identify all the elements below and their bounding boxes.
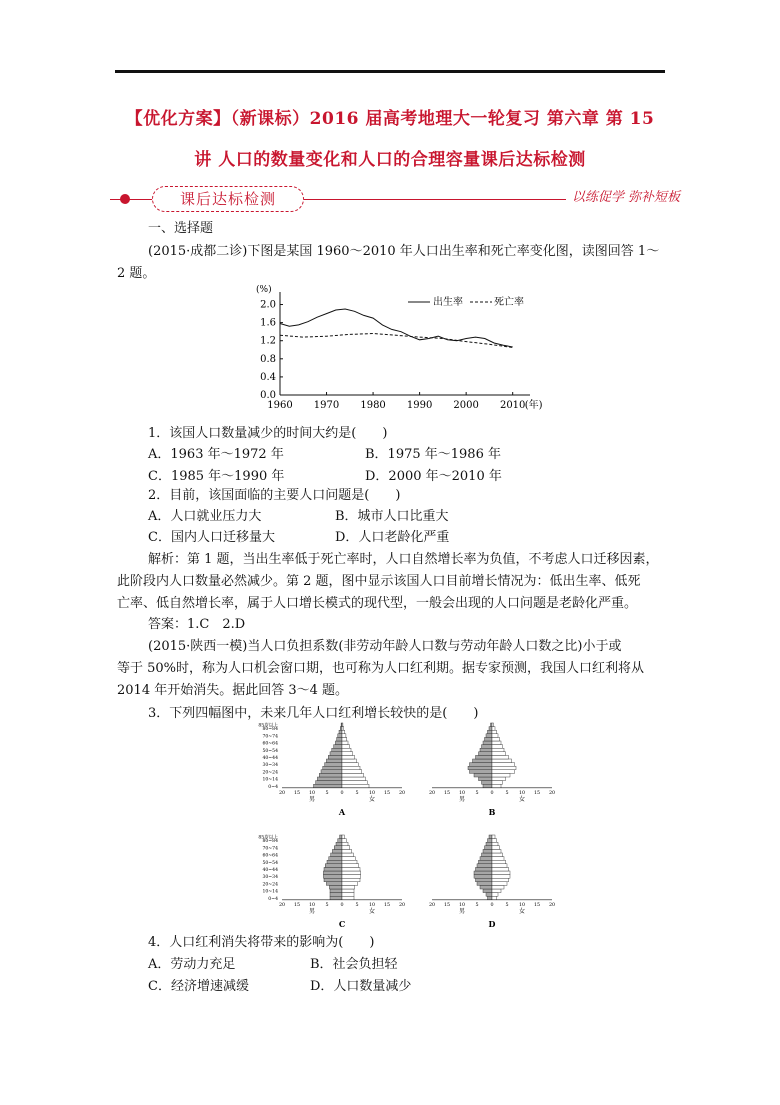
male-bar <box>485 737 493 741</box>
pyramid-tick-label: 10 <box>518 902 526 908</box>
male-bar <box>474 871 492 875</box>
pyramid-d <box>429 835 555 929</box>
x-tick-label: 1970 <box>313 400 340 411</box>
legend-birth-label: 出生率 <box>433 297 463 308</box>
female-bar <box>342 860 357 864</box>
female-bar <box>492 745 503 749</box>
female-bar <box>492 784 501 788</box>
female-bar <box>492 853 503 857</box>
male-bar <box>340 727 342 731</box>
female-bar <box>342 893 354 897</box>
intro2-line2: 等于 50%时，称为人口机会窗口期，也可称为人口红利期。据专家预测，我国人口红利将从 <box>117 661 645 676</box>
female-bar <box>492 893 498 897</box>
age-label: 85岁以上 <box>258 835 278 841</box>
pyramid-tick-label: 5 <box>505 790 509 796</box>
panel-label-d: D <box>488 918 496 929</box>
pyramid-tick-label: 10 <box>458 902 466 908</box>
female-bar <box>492 857 504 861</box>
female-bar <box>342 853 353 857</box>
pyramid-tick-label: 15 <box>383 790 391 796</box>
male-bar <box>326 882 342 886</box>
female-bar <box>342 770 362 774</box>
male-label: 男 <box>458 795 466 803</box>
male-bar <box>337 737 342 741</box>
female-bar <box>492 846 500 850</box>
series-line-birth <box>280 309 513 347</box>
male-bar <box>325 763 342 767</box>
female-bar <box>492 741 501 745</box>
age-label: 10~14 <box>262 777 278 783</box>
male-bar <box>477 882 492 886</box>
age-label: 0~4 <box>268 784 278 790</box>
female-bar <box>492 777 506 781</box>
q1-option-a[interactable]: A．1963 年～1972 年 <box>148 447 284 462</box>
x-tick-label: 1960 <box>267 400 293 411</box>
age-label: 30~34 <box>262 875 278 881</box>
female-bar <box>342 752 353 756</box>
female-bar <box>492 860 506 864</box>
male-bar <box>323 766 342 770</box>
male-bar <box>329 885 342 889</box>
female-bar <box>342 885 355 889</box>
male-bar <box>479 777 493 781</box>
female-bar <box>342 777 365 781</box>
q2-option-d[interactable]: D．人口老龄化严重 <box>335 530 450 545</box>
pyramid-tick-label: 20 <box>278 902 286 908</box>
q1-option-d[interactable]: D．2000 年～2010 年 <box>365 469 502 484</box>
section-heading: 一、选择题 <box>148 221 214 236</box>
female-bar <box>492 864 507 868</box>
female-bar <box>342 734 346 738</box>
male-bar <box>314 784 343 788</box>
pyramid-tick-label: 5 <box>505 902 509 908</box>
pyramid-tick-label: 15 <box>443 902 451 908</box>
female-bar <box>492 882 507 886</box>
male-bar <box>319 773 342 777</box>
pyramid-tick-label: 15 <box>533 790 541 796</box>
male-bar <box>331 853 342 857</box>
pyramid-tick-label: 15 <box>533 902 541 908</box>
male-bar <box>476 755 493 759</box>
female-bar <box>492 727 495 731</box>
pyramid-tick-label: 10 <box>308 902 316 908</box>
y-tick-label: 0.8 <box>260 353 276 365</box>
female-bar <box>342 867 360 871</box>
female-label: 女 <box>518 795 526 803</box>
y-tick-label: 2.0 <box>260 299 276 311</box>
male-bar <box>483 849 492 853</box>
female-bar <box>342 875 361 879</box>
male-label: 男 <box>308 907 316 915</box>
male-bar <box>488 896 493 900</box>
female-bar <box>342 745 350 749</box>
female-bar <box>492 763 515 767</box>
q4-option-b[interactable]: B．社会负担轻 <box>310 957 398 972</box>
male-bar <box>330 889 342 893</box>
intro2-line1: (2015·陕西一模)当人口负担系数(非劳动年龄人口数与劳动年龄人口数之比)小于或 <box>148 639 622 654</box>
pyramid-tick-label: 0 <box>490 790 494 796</box>
female-bar <box>492 889 501 893</box>
pyramid-tick-label: 0 <box>490 902 494 908</box>
q2-stem: 2．目前，该国面临的主要人口问题是( ) <box>148 488 401 503</box>
pyramid-tick-label: 20 <box>278 790 286 796</box>
pyramid-b <box>429 723 555 817</box>
male-bar <box>330 752 342 756</box>
birth-death-rate-chart <box>250 283 550 418</box>
male-bar <box>330 896 342 900</box>
female-bar <box>492 737 500 741</box>
answer-line: 答案：1.C 2.D <box>148 617 246 632</box>
female-bar <box>492 849 501 853</box>
male-bar <box>330 893 342 897</box>
female-bar <box>342 766 360 770</box>
pyramid-tick-label: 5 <box>475 902 479 908</box>
pyramid-tick-label: 20 <box>398 790 406 796</box>
q2-option-b[interactable]: B．城市人口比重大 <box>335 509 449 524</box>
x-tick-label: 1980 <box>360 400 386 411</box>
analysis-line1: 解析：第 1 题，当出生率低于死亡率时，人口自然增长率为负值，不考虑人口迁移因素， <box>148 552 659 567</box>
male-bar <box>480 748 492 752</box>
analysis-line3: 亡率、低自然增长率，属于人口增长模式的现代型，一般会出现的人口问题是老龄化严重。 <box>117 596 638 611</box>
page-title-line1: 【优化方案】（新课标）2016 届高考地理大一轮复习 第六章 第 15 <box>125 109 655 129</box>
panel-label-c: C <box>338 918 346 929</box>
male-bar <box>476 867 493 871</box>
y-unit-label: (%) <box>256 285 272 295</box>
female-bar <box>492 752 506 756</box>
male-bar <box>489 835 492 839</box>
analysis-line2: 此阶段内人口数量必然减少。第 2 题，图中显示该国人口目前增长情况为：低出生率、低死 <box>117 574 641 589</box>
female-bar <box>342 842 348 846</box>
male-bar <box>470 763 493 767</box>
female-bar <box>492 885 504 889</box>
male-bar <box>324 878 342 882</box>
female-bar <box>492 896 497 900</box>
q2-option-a[interactable]: A．人口就业压力大 <box>148 509 262 524</box>
age-label: 85岁以上 <box>258 723 278 729</box>
male-bar <box>488 839 493 843</box>
male-bar <box>336 842 342 846</box>
male-bar <box>324 867 342 871</box>
pyramid-tick-label: 15 <box>443 790 451 796</box>
male-bar <box>317 777 342 781</box>
female-bar <box>342 846 350 850</box>
q3-stem: 3．下列四幅图中，未来几年人口红利增长较快的是( ) <box>148 706 479 721</box>
age-label: 70~74 <box>262 846 278 852</box>
female-bar <box>342 871 361 875</box>
female-bar <box>342 737 347 741</box>
pyramid-tick-label: 10 <box>308 790 316 796</box>
y-tick-label: 0.4 <box>260 371 276 383</box>
pyramid-tick-label: 20 <box>428 790 436 796</box>
female-bar <box>342 889 354 893</box>
male-bar <box>339 730 342 734</box>
male-bar <box>468 766 492 770</box>
female-bar <box>492 755 509 759</box>
population-pyramids <box>245 715 556 933</box>
pyramid-tick-label: 20 <box>398 902 406 908</box>
female-bar <box>492 723 494 727</box>
pyramid-tick-label: 10 <box>368 790 376 796</box>
female-bar <box>342 755 355 759</box>
y-tick-label: 1.6 <box>260 317 276 329</box>
female-bar <box>342 741 348 745</box>
female-bar <box>342 773 364 777</box>
male-bar <box>483 889 492 893</box>
pyramid-tick-label: 0 <box>340 902 344 908</box>
male-bar <box>486 893 492 897</box>
male-bar <box>489 727 492 731</box>
male-bar <box>470 770 493 774</box>
age-label: 0~4 <box>268 896 278 902</box>
x-tick-label: 2010 <box>499 400 526 411</box>
pyramid-tick-label: 5 <box>325 902 329 908</box>
male-bar <box>316 781 342 785</box>
pyramid-tick-label: 5 <box>325 790 329 796</box>
age-label: 60~64 <box>262 853 278 859</box>
female-bar <box>492 730 497 734</box>
pyramid-tick-label: 15 <box>383 902 391 908</box>
pyramid-tick-label: 10 <box>368 902 376 908</box>
age-label: 80~84 <box>262 727 278 733</box>
panel-label-a: A <box>338 806 346 817</box>
q4-option-a[interactable]: A．劳动力充足 <box>148 957 236 972</box>
age-label: 20~24 <box>262 770 278 776</box>
male-bar <box>323 871 342 875</box>
female-bar <box>492 759 512 763</box>
female-label: 女 <box>368 795 376 803</box>
pyramid-c <box>258 834 405 929</box>
x-tick-label: 1990 <box>406 400 433 411</box>
age-label: 20~24 <box>262 882 278 888</box>
intro1-line1: (2015·成都二诊)下图是某国 1960～2010 年人口出生率和死亡率变化图，读图回答 1～ <box>148 244 660 259</box>
pyramid-tick-label: 10 <box>458 790 466 796</box>
male-bar <box>482 853 493 857</box>
male-bar <box>334 846 342 850</box>
age-label: 10~14 <box>262 889 278 895</box>
pyramid-tick-label: 5 <box>355 902 359 908</box>
pyramid-tick-label: 5 <box>475 790 479 796</box>
male-label: 男 <box>458 907 466 915</box>
banner-dot-icon <box>120 194 130 204</box>
male-bar <box>477 864 492 868</box>
age-label: 40~44 <box>262 868 278 873</box>
female-bar <box>342 730 345 734</box>
male-bar <box>340 835 342 839</box>
female-label: 女 <box>518 907 526 915</box>
age-label: 40~44 <box>262 756 278 761</box>
male-bar <box>474 875 492 879</box>
female-bar <box>492 839 497 843</box>
male-bar <box>473 759 493 763</box>
age-label: 50~54 <box>262 860 278 866</box>
age-label: 60~64 <box>262 741 278 747</box>
male-bar <box>338 839 342 843</box>
q4-option-d[interactable]: D．人口数量减少 <box>310 979 412 994</box>
age-label: 30~34 <box>262 763 278 769</box>
pyramid-tick-label: 20 <box>548 790 556 796</box>
pyramid-tick-label: 5 <box>355 790 359 796</box>
legend-death-label: 死亡率 <box>494 297 524 308</box>
female-bar <box>342 857 355 861</box>
female-bar <box>342 878 360 882</box>
intro1-line2: 2 题。 <box>117 266 156 281</box>
q1-option-c[interactable]: C．1985 年～1990 年 <box>148 469 285 484</box>
female-bar <box>492 773 510 777</box>
male-bar <box>483 784 492 788</box>
series-line-death <box>280 334 513 348</box>
male-bar <box>323 875 342 879</box>
female-bar <box>492 781 503 785</box>
female-bar <box>342 882 358 886</box>
male-bar <box>329 857 342 861</box>
pyramid-tick-label: 20 <box>548 902 556 908</box>
age-label: 80~84 <box>262 839 278 845</box>
page-title-line2: 讲 人口的数量变化和人口的合理容量课后达标检测 <box>194 150 586 170</box>
y-tick-label: 0.0 <box>260 390 276 401</box>
section-banner <box>110 186 680 212</box>
female-bar <box>342 839 346 843</box>
age-label: 50~54 <box>262 748 278 754</box>
female-bar <box>342 748 351 752</box>
male-bar <box>334 745 342 749</box>
male-bar <box>328 755 342 759</box>
pyramid-tick-label: 0 <box>340 790 344 796</box>
male-bar <box>321 770 342 774</box>
banner-label: 课后达标检测 <box>152 186 304 212</box>
male-label: 男 <box>308 795 316 803</box>
female-bar <box>342 864 359 868</box>
pyramid-tick-label: 10 <box>518 790 526 796</box>
male-bar <box>480 857 492 861</box>
female-bar <box>492 842 498 846</box>
pyramid-tick-label: 20 <box>428 902 436 908</box>
panel-label-b: B <box>488 806 496 817</box>
male-bar <box>491 723 493 727</box>
female-bar <box>492 867 509 871</box>
x-tick-label: 2000 <box>453 400 479 411</box>
female-bar <box>492 875 510 879</box>
q2-option-c[interactable]: C．国内人口迁移量大 <box>148 530 275 545</box>
male-bar <box>332 849 342 853</box>
female-bar <box>342 896 354 900</box>
y-tick-label: 1.2 <box>260 335 276 347</box>
female-bar <box>342 727 344 731</box>
female-bar <box>342 763 358 767</box>
male-bar <box>486 842 492 846</box>
male-bar <box>485 846 493 850</box>
male-bar <box>483 741 492 745</box>
female-bar <box>342 849 352 853</box>
female-bar <box>492 766 516 770</box>
female-bar <box>342 835 344 839</box>
x-unit-label: (年) <box>524 400 543 411</box>
female-bar <box>342 784 369 788</box>
male-bar <box>326 759 342 763</box>
female-bar <box>492 734 498 738</box>
male-bar <box>332 748 342 752</box>
female-bar <box>492 835 495 839</box>
male-bar <box>480 885 492 889</box>
female-label: 女 <box>368 907 376 915</box>
age-label: 70~74 <box>262 734 278 740</box>
male-bar <box>479 752 493 756</box>
q4-option-c[interactable]: C．经济增速减缓 <box>148 979 249 994</box>
male-bar <box>482 781 493 785</box>
male-bar <box>338 734 342 738</box>
female-bar <box>342 759 356 763</box>
q4-stem: 4．人口红利消失将带来的影响为( ) <box>148 935 375 950</box>
female-bar <box>492 871 510 875</box>
male-bar <box>486 734 492 738</box>
pyramid-tick-label: 15 <box>293 902 301 908</box>
male-bar <box>479 860 493 864</box>
male-bar <box>325 864 342 868</box>
banner-tag: 以练促学 弥补短板 <box>566 186 680 210</box>
male-bar <box>335 741 342 745</box>
male-bar <box>482 745 493 749</box>
male-bar <box>488 730 493 734</box>
female-bar <box>342 723 343 727</box>
q1-option-b[interactable]: B．1975 年～1986 年 <box>365 447 501 462</box>
male-bar <box>476 878 493 882</box>
q1-stem: 1．该国人口数量减少的时间大约是( ) <box>148 426 388 441</box>
female-bar <box>492 770 515 774</box>
female-bar <box>492 748 504 752</box>
male-bar <box>474 773 492 777</box>
pyramid-tick-label: 15 <box>293 790 301 796</box>
pyramid-a <box>258 722 405 817</box>
top-rule <box>115 70 665 73</box>
female-bar <box>342 781 367 785</box>
intro2-line3: 2014 年开始消失。据此回答 3～4 题。 <box>117 683 349 698</box>
female-bar <box>492 878 509 882</box>
male-bar <box>327 860 342 864</box>
